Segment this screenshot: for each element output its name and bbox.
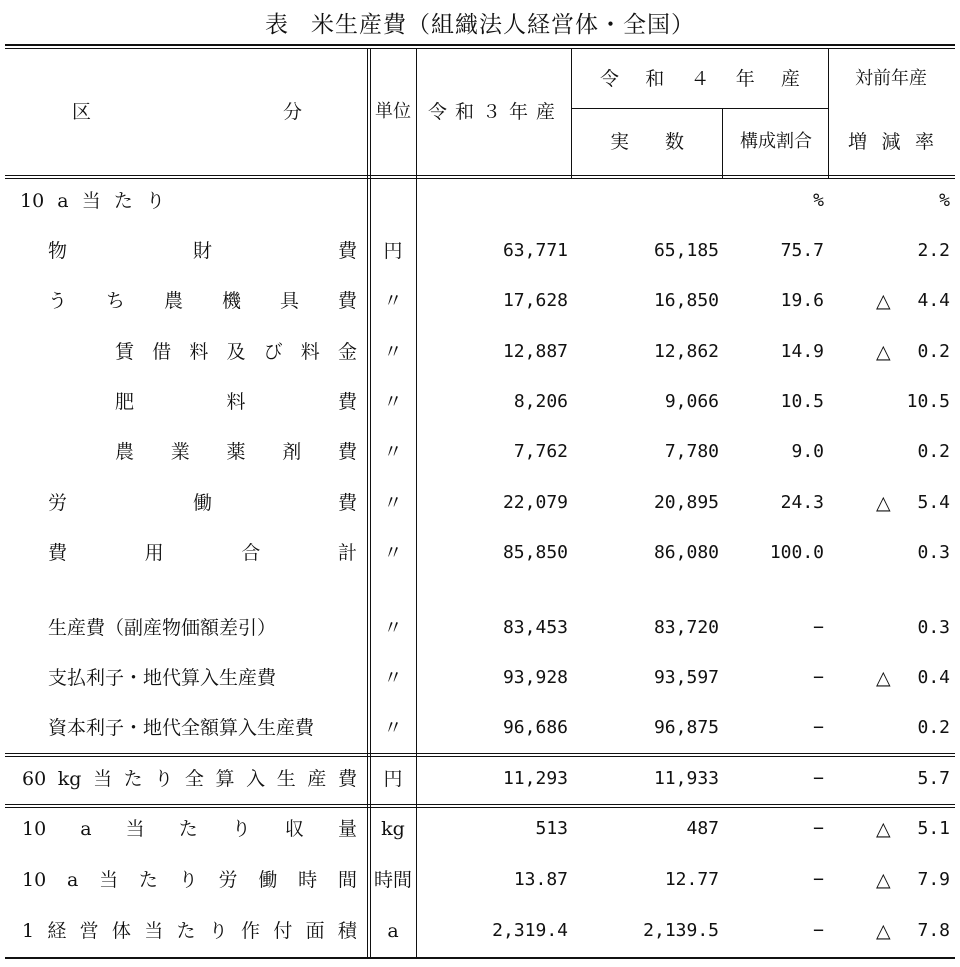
row-label-part: 費 [337,290,357,312]
row-share-value: − [813,920,824,941]
header-curr-year-3: ４ [690,68,710,90]
header-change-2 [848,133,934,152]
row-label [48,669,357,688]
row-label-part: 物 [48,240,68,262]
decrease-triangle-icon: △ [876,869,891,891]
row-label-part: り [145,190,165,212]
row-curr-value: 93,597 [653,667,719,688]
row-unit: 円 [383,768,403,790]
decrease-triangle-icon: △ [876,290,891,312]
row-unit: 〃 [383,341,403,363]
header-prev-year [428,101,564,123]
row-label-part: 1 [22,920,35,942]
row-share-value: − [813,768,824,789]
row-unit: a [387,920,399,942]
row-label-part: 賃 [115,341,135,363]
row-label-part: 支払利子・地代算入生産費 [48,667,277,689]
row-curr-value: 11,933 [653,768,719,789]
row-label-part: 入 [246,768,266,790]
row-label-part: 算 [215,768,235,790]
rule-header-mid [571,108,828,109]
row-label-part: た [138,869,158,891]
row-label [48,292,357,311]
row-label-part: 薬 [226,441,246,463]
row-label-part: 量 [337,818,357,840]
row-label-part: 働 [192,492,212,514]
row-label-part: 費 [337,240,357,262]
header-curr-year-1: 令 [600,68,620,90]
row-label-part: 料 [189,341,209,363]
row-prev-value: 12,887 [502,341,568,362]
row-curr-value: 7,780 [664,441,719,462]
row-prev-value: 83,453 [502,617,568,638]
header-actual-1: 実 [610,131,630,153]
row-curr-value: 65,185 [653,240,719,261]
row-prev-value: 8,206 [513,391,568,412]
header-change-2b: 減 [881,131,901,153]
rule-sec1-bottom-2 [5,756,955,757]
header-category [72,103,302,122]
row-label [115,343,357,362]
row-label-part: た [176,920,196,942]
row-label-part: 用 [144,542,164,564]
vrule-unit-right [416,48,417,957]
row-label-part: 営 [79,920,99,942]
row-label-part: 労 [218,869,238,891]
rule-sec2-bottom-1 [5,804,955,805]
row-label-part: 当 [81,190,101,212]
row-prev-value: 96,686 [502,717,568,738]
header-curr-year [600,70,800,89]
table-label: 表 [265,12,289,38]
row-label [48,494,357,513]
row-curr-value: 9,066 [664,391,719,412]
rule-bottom [5,957,955,959]
header-share: 構成割合 [740,131,812,152]
row-change-value: 5.7 [917,768,950,789]
row-change-value: 2.2 [917,240,950,261]
row-label-part: 付 [273,920,293,942]
row-prev-value: 513 [535,818,568,839]
row-label-part: 費 [337,768,357,790]
header-curr-year-5: 産 [780,68,800,90]
row-label-part: 60 [22,768,47,790]
rule-top-2 [5,48,955,49]
header-unit: 単位 [375,101,411,122]
row-label-part: 及 [226,341,246,363]
row-label-part: 借 [152,341,172,363]
row-label-part: 面 [305,920,325,942]
row-share-value: − [813,667,824,688]
row-unit: 〃 [383,441,403,463]
row-label-part: 資本利子・地代全額算入生産費 [48,717,315,739]
row-unit: 円 [383,240,403,262]
row-change-value: 5.1 [917,818,950,839]
row-label-part: 当 [125,818,145,840]
row-label-part: 料 [226,391,246,413]
row-change-value: 0.3 [917,542,950,563]
rule-sec2-bottom-2 [5,807,955,808]
row-prev-value: 93,928 [502,667,568,688]
row-curr-value: 12,862 [653,341,719,362]
row-label-part: 体 [111,920,131,942]
row-label-part: 10 [20,190,45,212]
row-label-part: り [208,920,228,942]
row-share-value: − [813,818,824,839]
header-change-2c: 率 [914,131,934,153]
row-change-value: % [939,190,950,211]
header-curr-year-2: 和 [645,68,665,90]
row-change-value: 0.2 [917,341,950,362]
row-curr-value: 20,895 [653,492,719,513]
rule-sec1-bottom-1 [5,753,955,754]
decrease-triangle-icon: △ [876,667,891,689]
vrule-share-right [828,48,829,179]
row-label [22,922,357,941]
vrule-prev-right [571,48,572,179]
row-label-part: 農 [163,290,183,312]
row-label-part: 機 [221,290,241,312]
row-prev-value: 2,319.4 [492,920,568,941]
row-label-part: 収 [284,818,304,840]
row-label-part: ち [105,290,125,312]
row-label-part: た [113,190,133,212]
row-label-part: 生産費（副産物価額差引） [48,617,277,639]
row-label-part: 農 [115,441,135,463]
row-label [20,192,165,211]
row-curr-value: 487 [686,818,719,839]
row-curr-value: 86,080 [653,542,719,563]
header-curr-year-4: 年 [735,68,755,90]
row-label-part: 10 [22,869,47,891]
row-label-part: 費 [337,492,357,514]
row-label-part: 肥 [115,391,135,413]
row-label-part: 合 [241,542,261,564]
rule-header-bottom-2 [5,178,955,179]
header-category-1: 区 [72,101,92,123]
row-prev-value: 13.87 [513,869,568,890]
row-share-value: − [813,869,824,890]
row-label-part: 間 [337,869,357,891]
row-change-value: 0.4 [917,667,950,688]
row-label-part: 積 [337,920,357,942]
row-label-part: 当 [93,768,113,790]
row-change-value: 10.5 [906,391,950,412]
vrule-unit-left-1 [367,48,368,957]
header-actual-2: 数 [664,131,684,153]
table-title [0,6,960,39]
header-change-2a: 増 [848,131,868,153]
row-label-part: 経 [47,920,67,942]
row-label [115,443,357,462]
row-change-value: 0.2 [917,717,950,738]
row-label-part: 財 [192,240,212,262]
row-change-value: 0.2 [917,441,950,462]
header-change-1: 対前年産 [855,68,927,89]
row-curr-value: 2,139.5 [643,920,719,941]
row-label-part: り [231,818,251,840]
row-label-part: 生 [276,768,296,790]
header-prev-year-text: 令和３年産 [428,101,564,123]
row-change-value: 0.3 [917,617,950,638]
header-category-2: 分 [282,101,302,123]
row-label-part: a [57,190,69,212]
row-share-value: 19.6 [780,290,824,311]
row-label [48,242,357,261]
row-curr-value: 96,875 [653,717,719,738]
rule-header-bottom-1 [5,175,955,176]
row-unit: kg [381,818,405,840]
row-prev-value: 11,293 [502,768,568,789]
row-prev-value: 63,771 [502,240,568,261]
row-label-part: 当 [144,920,164,942]
row-change-value: 5.4 [917,492,950,513]
row-label-part: kg [57,768,82,790]
row-unit: 〃 [383,542,403,564]
row-curr-value: 83,720 [653,617,719,638]
row-label-part: う [48,290,68,312]
row-label-part: り [154,768,174,790]
row-prev-value: 85,850 [502,542,568,563]
row-label-part: 作 [241,920,261,942]
header-actual [610,133,684,152]
row-label-part: り [178,869,198,891]
row-unit: 〃 [383,492,403,514]
row-label-part: 費 [337,391,357,413]
rule-top-1 [5,44,955,46]
row-unit: 〃 [383,667,403,689]
decrease-triangle-icon: △ [876,818,891,840]
row-label [48,719,357,738]
row-unit: 時間 [373,869,412,891]
row-prev-value: 7,762 [513,441,568,462]
row-label-part: び [263,341,283,363]
row-share-value: 9.0 [791,441,824,462]
row-label [22,770,357,789]
row-change-value: 7.8 [917,920,950,941]
row-label-part: 金 [337,341,357,363]
row-label-part: a [80,818,92,840]
row-share-value: % [813,190,824,211]
row-prev-value: 17,628 [502,290,568,311]
row-unit: 〃 [383,717,403,739]
row-share-value: 10.5 [780,391,824,412]
row-label-part: 費 [48,542,68,564]
vrule-actual-right [722,108,723,179]
row-label-part: 具 [279,290,299,312]
row-share-value: 14.9 [780,341,824,362]
decrease-triangle-icon: △ [876,920,891,942]
row-label-part: 業 [170,441,190,463]
row-label-part: 時 [298,869,318,891]
row-unit: 〃 [383,617,403,639]
row-label-part: 料 [300,341,320,363]
row-label-part: 10 [22,818,47,840]
row-label-part: 全 [184,768,204,790]
row-label-part: 産 [307,768,327,790]
row-label-part: た [178,818,198,840]
row-label [22,871,357,890]
decrease-triangle-icon: △ [876,492,891,514]
decrease-triangle-icon: △ [876,341,891,363]
row-prev-value: 22,079 [502,492,568,513]
row-label [22,820,357,839]
row-label-part: た [123,768,143,790]
row-share-value: − [813,717,824,738]
row-share-value: 24.3 [780,492,824,513]
row-label-part: a [66,869,79,891]
row-label-part: 当 [99,869,119,891]
row-label-part: 計 [337,542,357,564]
row-label [48,619,357,638]
row-change-value: 4.4 [917,290,950,311]
row-share-value: 75.7 [780,240,824,261]
row-label-part: 労 [48,492,68,514]
row-unit: 〃 [383,391,403,413]
row-share-value: − [813,617,824,638]
row-label [48,544,357,563]
row-label [115,393,357,412]
row-curr-value: 16,850 [653,290,719,311]
row-label-part: 働 [258,869,278,891]
row-curr-value: 12.77 [664,869,719,890]
table-title-text: 米生産費（組織法人経営体・全国） [311,12,695,38]
row-label-part: 費 [337,441,357,463]
row-label-part: 剤 [282,441,302,463]
row-share-value: 100.0 [769,542,824,563]
row-unit: 〃 [383,290,403,312]
row-change-value: 7.9 [917,869,950,890]
